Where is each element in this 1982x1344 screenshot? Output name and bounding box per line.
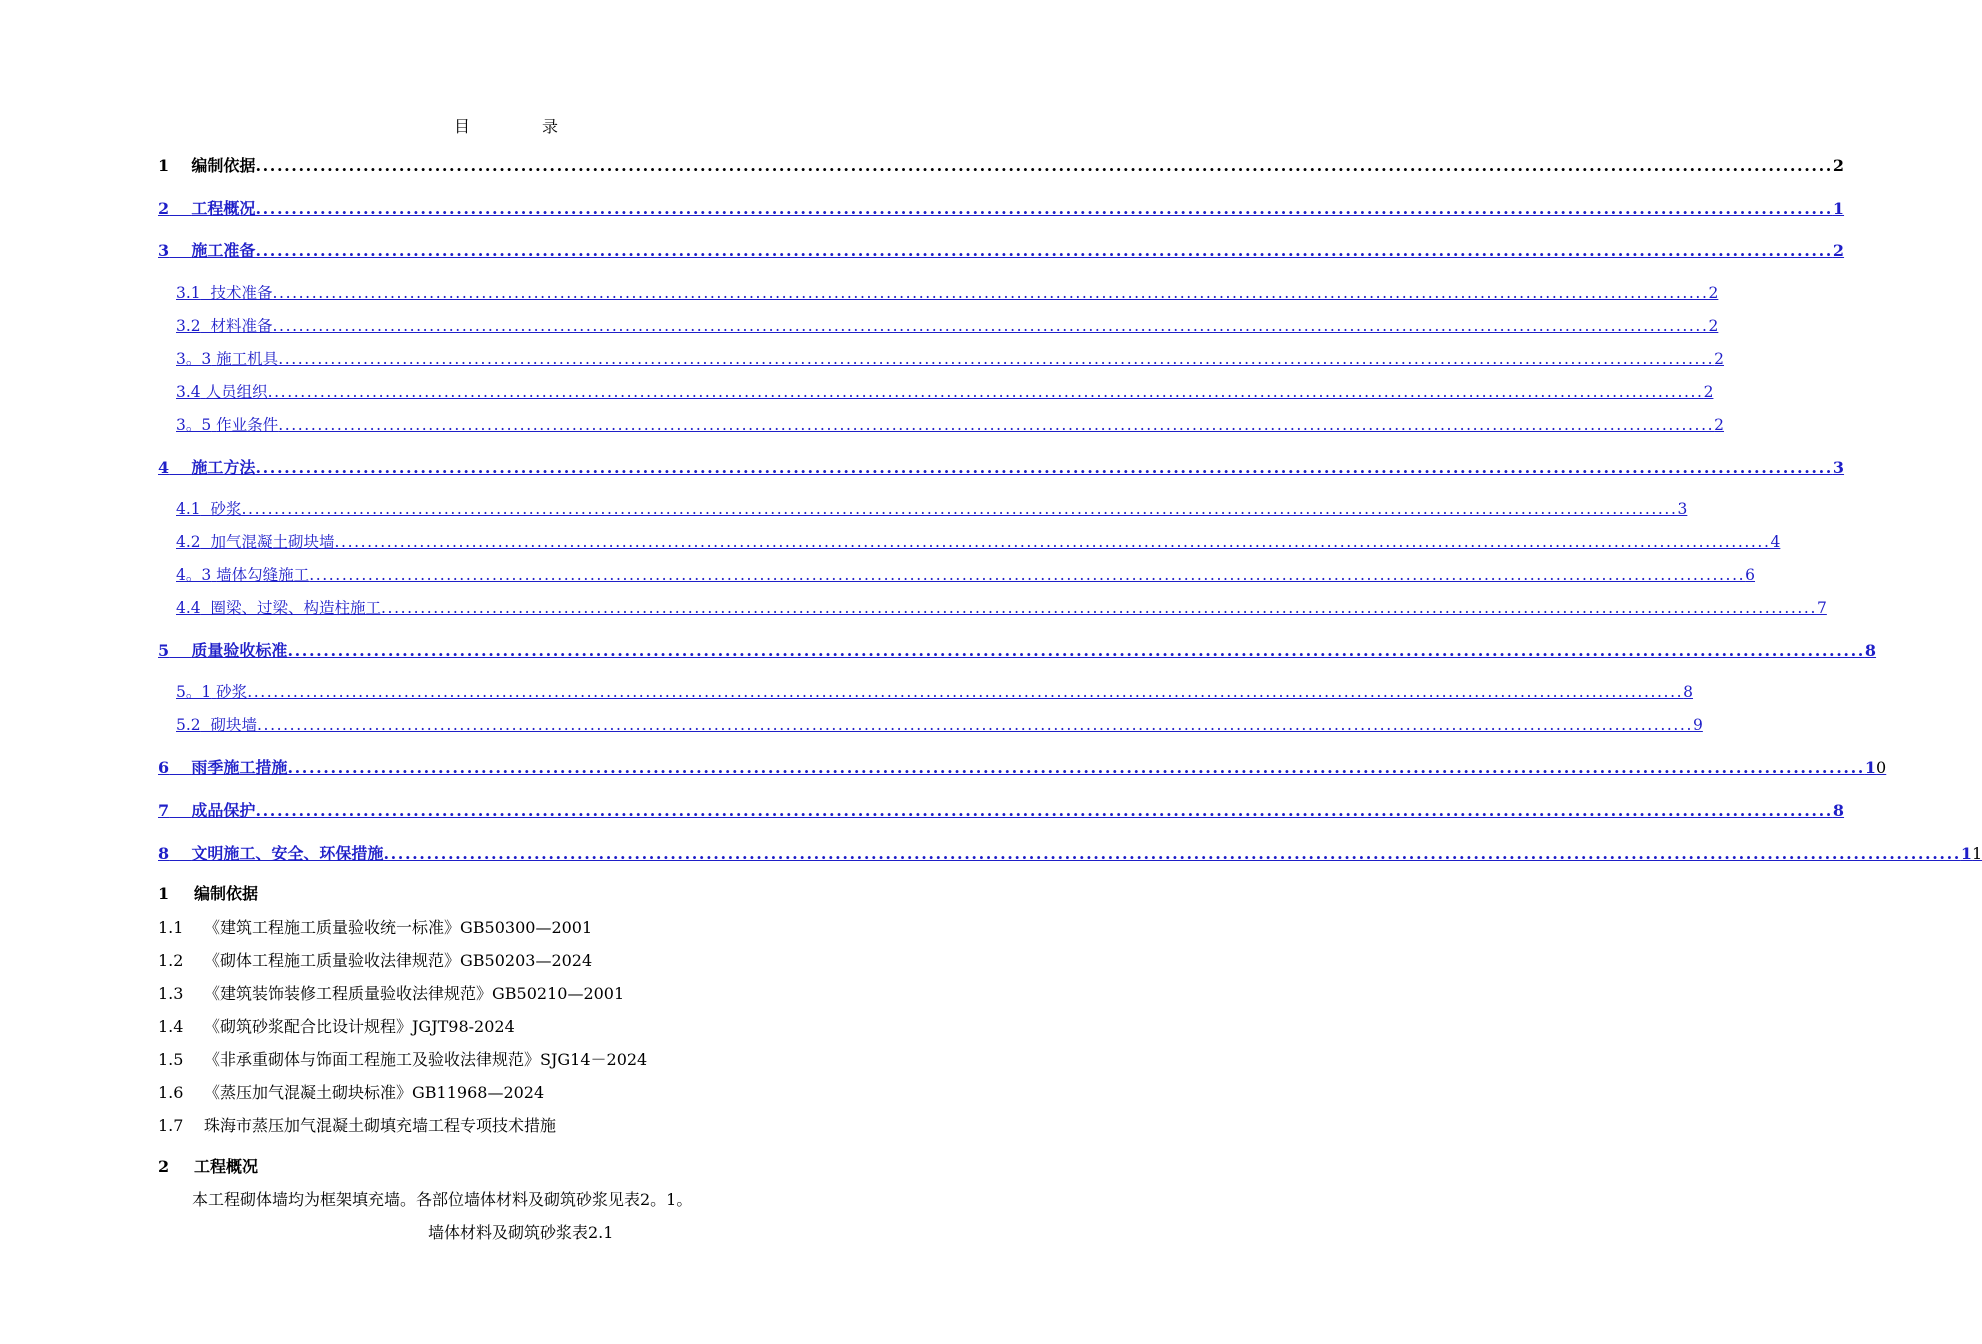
toc-entry-gap <box>169 758 191 777</box>
basis-item-number: 1.5 <box>158 1050 184 1069</box>
toc-entry-number: 4.2 <box>176 533 201 551</box>
toc-leader-dots: ............................................................................................................................................................................................................................ <box>255 458 1833 477</box>
toc-entry[interactable] <box>176 680 1694 704</box>
basis-item-number: 1.6 <box>158 1083 184 1102</box>
toc-leader-dots: ............................................................................................................................................................................................................................ <box>309 566 1746 584</box>
basis-item-text: 《砌筑砂浆配合比设计规程》JGJT98-2024 <box>204 1017 515 1036</box>
toc-entry[interactable] <box>176 497 1688 521</box>
toc-page-number: 8 <box>1864 641 1877 660</box>
toc-leader-dots: ............................................................................................................................................................................................................................ <box>257 716 1693 734</box>
toc-leader-dots: ............................................................................................................................................................................................................................ <box>255 241 1833 260</box>
toc-entry-number: 4 <box>158 458 170 477</box>
basis-item-text: 《建筑装饰装修工程质量验收法律规范》GB50210—2001 <box>204 984 625 1003</box>
basis-item-number: 1.4 <box>158 1017 184 1036</box>
toc-page-number: 3 <box>1832 458 1845 477</box>
toc-entry[interactable] <box>158 238 1845 262</box>
toc-page-number: 8 <box>1683 683 1694 701</box>
basis-item-number: 1.2 <box>158 951 184 970</box>
toc-entry[interactable] <box>176 347 1725 371</box>
toc-entry-label: 砂浆 <box>210 500 242 518</box>
toc-entry-label: 成品保护 <box>191 801 256 820</box>
toc-entry-number: 3。5 <box>176 416 212 434</box>
section-title: 编制依据 <box>194 884 259 903</box>
toc-entry-label: 人员组织 <box>205 383 268 401</box>
toc-page-number: 2 <box>1832 156 1845 175</box>
toc-entry-number: 7 <box>158 801 170 820</box>
toc-entry[interactable] <box>176 530 1781 554</box>
toc-entry <box>158 153 1845 177</box>
toc-entry-gap <box>201 284 211 302</box>
toc-entry-label: 墙体勾缝施工 <box>216 566 310 584</box>
toc-entry-label: 砌块墙 <box>210 716 258 734</box>
toc-entry-gap <box>169 801 191 820</box>
toc-entry-gap <box>201 533 211 551</box>
toc-page-number: 2 <box>1703 383 1714 401</box>
toc-entry-gap <box>201 716 211 734</box>
toc-entry-gap <box>169 241 191 260</box>
toc-entry[interactable] <box>176 413 1725 437</box>
toc-page-number: 1 <box>1960 844 1973 863</box>
toc-leader-dots: ............................................................................................................................................................................................................................ <box>255 156 1833 175</box>
toc-leader-dots: ............................................................................................................................................................................................................................ <box>287 758 1865 777</box>
toc-entry[interactable] <box>158 755 1887 779</box>
toc-leader-dots: ............................................................................................................................................................................................................................ <box>334 533 1771 551</box>
toc-entry[interactable] <box>176 314 1719 338</box>
toc-entry-label: 工程概况 <box>191 199 256 218</box>
toc-entry[interactable] <box>158 196 1845 220</box>
toc-entry-label: 作业条件 <box>216 416 279 434</box>
toc-entry-label: 砂浆 <box>216 683 248 701</box>
toc-page-number: 2 <box>1714 416 1725 434</box>
toc-entry-label: 加气混凝土砌块墙 <box>210 533 335 551</box>
toc-entry-number: 3.1 <box>176 284 201 302</box>
toc-entry-gap <box>169 156 191 175</box>
toc-entry-gap <box>169 844 191 863</box>
basis-item-text: 《建筑工程施工质量验收统一标准》GB50300—2001 <box>204 918 593 937</box>
toc-entry-gap <box>169 458 191 477</box>
basis-item <box>158 915 592 938</box>
toc-title: 目 录 <box>453 117 586 136</box>
toc-entry[interactable] <box>176 281 1719 305</box>
section-2-heading <box>158 1154 258 1177</box>
toc-leader-dots: ............................................................................................................................................................................................................................ <box>267 383 1704 401</box>
basis-item-text: 《非承重砌体与饰面工程施工及验收法律规范》SJG14－2024 <box>204 1050 648 1069</box>
toc-entry[interactable] <box>176 563 1756 587</box>
toc-entry-label: 材料准备 <box>210 317 273 335</box>
toc-page-number: 4 <box>1770 533 1781 551</box>
toc-entry-gap <box>169 199 191 218</box>
basis-item <box>158 948 592 971</box>
toc-entry-number: 5.2 <box>176 716 201 734</box>
basis-item-text: 《蒸压加气混凝土砌块标准》GB11968—2024 <box>204 1083 545 1102</box>
basis-item <box>158 1047 647 1070</box>
toc-page-number: 2 <box>1832 241 1845 260</box>
section-title: 工程概况 <box>194 1157 259 1176</box>
basis-item <box>158 1113 556 1136</box>
toc-page-number: 1 <box>1864 758 1877 777</box>
toc-entry-label: 雨季施工措施 <box>191 758 288 777</box>
section-number: 2 <box>158 1157 170 1176</box>
toc-entry-number: 2 <box>158 199 170 218</box>
toc-entry-number: 4。3 <box>176 566 212 584</box>
toc-entry-number: 6 <box>158 758 170 777</box>
toc-page-number: 8 <box>1832 801 1845 820</box>
toc-page-number: 2 <box>1714 350 1725 368</box>
toc-page-number: 1 <box>1832 199 1845 218</box>
toc-entry-number: 8 <box>158 844 170 863</box>
toc-leader-dots: ............................................................................................................................................................................................................................ <box>278 350 1715 368</box>
toc-entry-number: 1 <box>158 156 170 175</box>
toc-entry-label: 圈梁、过梁、构造柱施工 <box>210 599 382 617</box>
toc-entry-number: 5。1 <box>176 683 212 701</box>
toc-page-number: 7 <box>1816 599 1827 617</box>
toc-entry-gap <box>201 599 211 617</box>
toc-leader-dots: ............................................................................................................................................................................................................................ <box>255 801 1833 820</box>
toc-leader-dots: ............................................................................................................................................................................................................................ <box>272 317 1709 335</box>
toc-leader-dots: ............................................................................................................................................................................................................................ <box>381 599 1817 617</box>
toc-leader-dots: ............................................................................................................................................................................................................................ <box>287 641 1865 660</box>
toc-entry[interactable] <box>158 841 1982 865</box>
toc-entry-label: 施工准备 <box>191 241 256 260</box>
toc-leader-dots: ............................................................................................................................................................................................................................ <box>247 683 1684 701</box>
basis-item-text: 《砌体工程施工质量验收法律规范》GB50203—2024 <box>204 951 593 970</box>
basis-item-number: 1.1 <box>158 918 184 937</box>
toc-page-number: 6 <box>1745 566 1756 584</box>
toc-page-number: 9 <box>1692 716 1703 734</box>
toc-entry-gap <box>201 317 211 335</box>
toc-page-number: 2 <box>1708 284 1719 302</box>
basis-item <box>158 1014 515 1037</box>
toc-entry-gap <box>169 641 191 660</box>
toc-entry-label: 编制依据 <box>191 156 256 175</box>
toc-leader-dots: ............................................................................................................................................................................................................................ <box>383 844 1961 863</box>
toc-entry-number: 3.4 <box>176 383 201 401</box>
toc-entry[interactable] <box>176 596 1827 620</box>
toc-entry[interactable] <box>176 713 1703 737</box>
toc-page-suffix: 1 <box>1972 844 1982 863</box>
toc-entry-number: 3 <box>158 241 170 260</box>
toc-entry-number: 3。3 <box>176 350 212 368</box>
basis-item-number: 1.3 <box>158 984 184 1003</box>
toc-entry[interactable] <box>176 380 1714 404</box>
toc-entry-number: 3.2 <box>176 317 201 335</box>
section-number: 1 <box>158 884 170 903</box>
toc-entry-number: 5 <box>158 641 170 660</box>
toc-entry-label: 施工机具 <box>216 350 279 368</box>
toc-leader-dots: ............................................................................................................................................................................................................................ <box>272 284 1709 302</box>
toc-entry-label: 施工方法 <box>191 458 256 477</box>
toc-entry-number: 4.4 <box>176 599 201 617</box>
toc-entry-label: 质量验收标准 <box>191 641 288 660</box>
toc-leader-dots: ............................................................................................................................................................................................................................ <box>278 416 1715 434</box>
basis-item-number: 1.7 <box>158 1116 184 1135</box>
toc-entry-gap <box>201 500 211 518</box>
toc-entry-label: 技术准备 <box>210 284 273 302</box>
toc-entry[interactable] <box>158 798 1845 822</box>
toc-entry[interactable] <box>158 638 1877 662</box>
overview-paragraph: 本工程砌体墙均为框架填充墙。各部位墙体材料及砌筑砂浆见表2。1。 <box>192 1190 693 1209</box>
basis-item <box>158 981 624 1004</box>
toc-page-number: 2 <box>1708 317 1719 335</box>
toc-page-suffix: 0 <box>1876 758 1887 777</box>
toc-entry[interactable] <box>158 455 1845 479</box>
table-caption: 墙体材料及砌筑砂浆表2.1 <box>428 1223 614 1242</box>
basis-item <box>158 1080 544 1103</box>
section-1-heading <box>158 881 258 904</box>
toc-page-number: 3 <box>1677 500 1688 518</box>
basis-item-text: 珠海市蒸压加气混凝土砌填充墙工程专项技术措施 <box>204 1116 557 1135</box>
toc-leader-dots: ............................................................................................................................................................................................................................ <box>241 500 1678 518</box>
toc-entry-label: 文明施工、安全、环保措施 <box>191 844 384 863</box>
toc-leader-dots: ............................................................................................................................................................................................................................ <box>255 199 1833 218</box>
toc-entry-number: 4.1 <box>176 500 201 518</box>
